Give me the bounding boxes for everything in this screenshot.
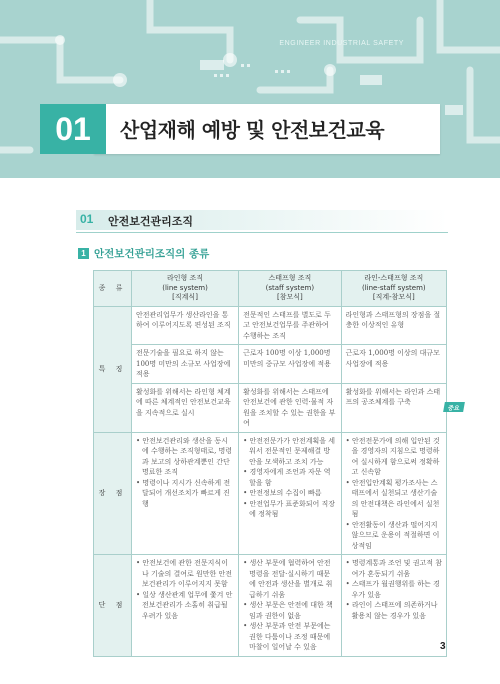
- list-item: • 일상 생산관계 업무에 쫓겨 안전보건관리가 소홀히 취급될 우려가 있음: [136, 590, 234, 622]
- table-row: [94, 555, 447, 657]
- list-item: • 안전전문가가 안전계획을 세워서 전문적인 문제해결 방안을 모색하고 조치 가능: [243, 436, 337, 468]
- chapter-title: 산업재해 예방 및 안전보건교육: [120, 118, 385, 142]
- header-line-kind: [직계식]: [172, 293, 198, 301]
- table-row: [94, 306, 447, 345]
- organization-types-table: [93, 270, 447, 657]
- chapter-number: 01: [40, 104, 106, 154]
- list-item: • 생산 부문에 협력하여 안전명령을 전달·실시하기 때문에 안전과 생산을 별개로 취급하기 쉬움: [243, 558, 337, 600]
- list-item: • 안전입안계획 평가조사는 스태프에서 실천되고 생산기술의 안전대책은 라인에서 실천됨: [346, 478, 442, 520]
- subsection-number: 1: [78, 248, 89, 259]
- table-header-row: [94, 271, 447, 307]
- list-item: • 안전전문가에 의해 입안된 것을 경영자의 지침으로 명령하여 실시하게 함으로써 정확하고 신속함: [346, 436, 442, 478]
- list-item: • 스태프가 월권행위를 하는 경우가 있음: [346, 579, 442, 600]
- list-item: • 라인이 스태프에 의존하거나 활용치 않는 경우가 있음: [346, 600, 442, 621]
- row-label-cons: 단 점: [94, 555, 132, 657]
- header-type: 종 류: [94, 271, 132, 307]
- header-line: [132, 271, 239, 307]
- header-line-staff: [341, 271, 446, 307]
- row-label-features: 특 징: [94, 306, 132, 432]
- header-staff-en: (staff system): [265, 283, 315, 292]
- list-item: • 안전보건관리와 생산을 동시에 수행하는 조직형태로, 명령과 보고의 상하관계뿐인 간단명료한 조직: [136, 436, 234, 478]
- table-cell: 전문적인 스태프를 별도로 두고 안전보건업무를 주관하여 수행하는 조직: [239, 306, 342, 345]
- section-number: 01: [80, 212, 94, 226]
- section-title: 안전보건관리조직: [108, 215, 194, 228]
- row-label-pros: 장 점: [94, 432, 132, 555]
- list-item: • 안전보건에 관한 전문지식이나 기술의 결여로 원만한 안전보건관리가 이루어지지 못함: [136, 558, 234, 590]
- table-row: [94, 432, 447, 555]
- header-line-staff-en: (line-staff system): [361, 283, 426, 292]
- table-cell: 활성화를 위해서는 라인형 체계에 따른 체계적인 안전보건교육을 지속적으로 실시: [132, 383, 239, 432]
- table-cell: 활성화를 위해서는 스태프에 안전보건에 관한 인력·물적 자원을 조치할 수 있는 권한을 부여: [239, 383, 342, 432]
- table-cell: [132, 555, 239, 657]
- list-item: • 생산 부문은 안전에 대한 책임과 권한이 없음: [243, 600, 337, 621]
- table-cell: [132, 432, 239, 555]
- header-staff-kind: [참모식]: [276, 293, 303, 301]
- list-item: • 생산 부문과 안전 부문에는 권한 다툼이나 조정 때문에 마찰이 일어날 수 있음: [243, 621, 337, 653]
- table-cell: 근로자 1,000명 이상의 대규모 사업장에 적용: [341, 345, 446, 384]
- page-number: 3: [440, 641, 446, 652]
- table-row: [94, 345, 447, 384]
- header-line-staff-kind: [직계-참모식]: [372, 293, 415, 301]
- header-line-name: 라인형 조직: [167, 274, 204, 282]
- header-staff-name: 스태프형 조직: [268, 274, 312, 282]
- table-cell: 전문기술을 필요로 하지 않는 100명 미만의 소규모 사업장에 적용: [132, 345, 239, 384]
- subsection-title: 안전보건관리조직의 종류: [94, 248, 210, 260]
- list-item: • 안전활동이 생산과 떨어지지 않으므로 운용이 적절하면 이상적임: [346, 520, 442, 552]
- table-cell: 근로자 100명 이상 1,000명 미만의 중규모 사업장에 적용: [239, 345, 342, 384]
- header-line-staff-name: 라인-스태프형 조직: [364, 274, 424, 282]
- header-tag: ENGINEER INDUSTRIAL SAFETY: [279, 40, 404, 47]
- table-cell: [341, 432, 446, 555]
- list-item: • 경영자에게 조언과 자문 역할을 함: [243, 467, 337, 488]
- table-row: [94, 383, 447, 432]
- list-item: • 명령이나 지시가 신속하게 전달되어 개선조치가 빠르게 진행: [136, 478, 234, 510]
- list-item: • 안전업무가 표준화되어 직장에 정착됨: [243, 499, 337, 520]
- section-divider: [76, 232, 448, 233]
- table-cell: 라인형과 스태프형의 장점을 절충한 이상적인 유형: [341, 306, 446, 345]
- table-cell: 안전관리업무가 생산라인을 통하여 이루어지도록 편성된 조직: [132, 306, 239, 345]
- subsection-heading: [78, 246, 209, 261]
- header-staff: [239, 271, 342, 307]
- table-cell: 활성화를 위해서는 라인과 스태프의 공조체계를 구축: [341, 383, 446, 432]
- table-cell: [239, 555, 342, 657]
- header-line-en: (line system): [162, 283, 208, 292]
- table-cell: [341, 555, 446, 657]
- list-item: • 안전정보의 수집이 빠름: [243, 488, 337, 499]
- list-item: • 명령계통과 조언 및 권고적 참여가 혼동되기 쉬움: [346, 558, 442, 579]
- important-badge: 중요: [443, 402, 465, 412]
- table-cell: [239, 432, 342, 555]
